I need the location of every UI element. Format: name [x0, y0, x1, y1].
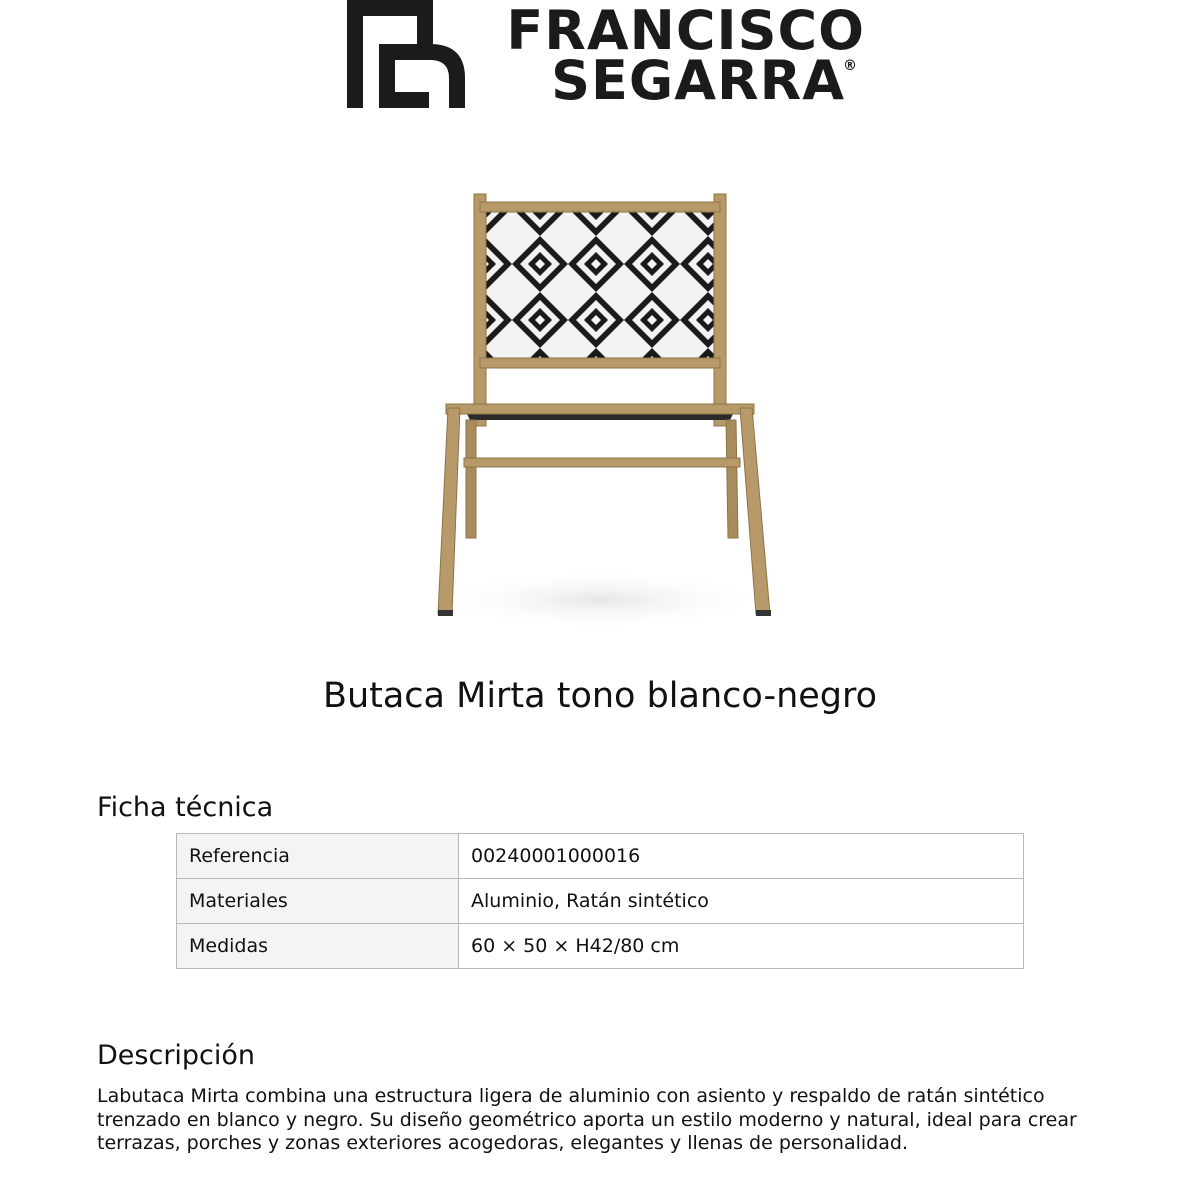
spec-label: Referencia — [177, 834, 459, 879]
specs-table — [176, 833, 1024, 969]
table-row — [177, 879, 1024, 924]
specs-heading: Ficha técnica — [97, 792, 274, 823]
product-image — [400, 180, 800, 640]
spec-value: Aluminio, Ratán sintético — [459, 879, 1024, 924]
brand-name-line1: FRANCISCO — [506, 0, 865, 62]
spec-label: Medidas — [177, 924, 459, 969]
description-heading: Descripción — [97, 1040, 256, 1071]
brand-monogram-icon — [345, 0, 470, 110]
table-row — [177, 924, 1024, 969]
product-title: Butaca Mirta tono blanco-negro — [322, 676, 878, 716]
brand-logo — [345, 0, 865, 110]
table-row — [177, 834, 1024, 879]
spec-value: 60 × 50 × H42/80 cm — [459, 924, 1024, 969]
spec-value: 00240001000016 — [459, 834, 1024, 879]
spec-label: Materiales — [177, 879, 459, 924]
registered-mark: ® — [843, 58, 857, 74]
brand-name-line2: SEGARRA — [551, 49, 845, 112]
description-text: Labutaca Mirta combina una estructura ligera de aluminio con asiento y respaldo de ratán sintético trenzado en blanco y negro. Su diseño geométrico aporta un estilo moderno y natural, ideal para crear terrazas, porches y zonas exteriores acogedoras, elegantes y llenas de personalidad. — [97, 1085, 1077, 1154]
